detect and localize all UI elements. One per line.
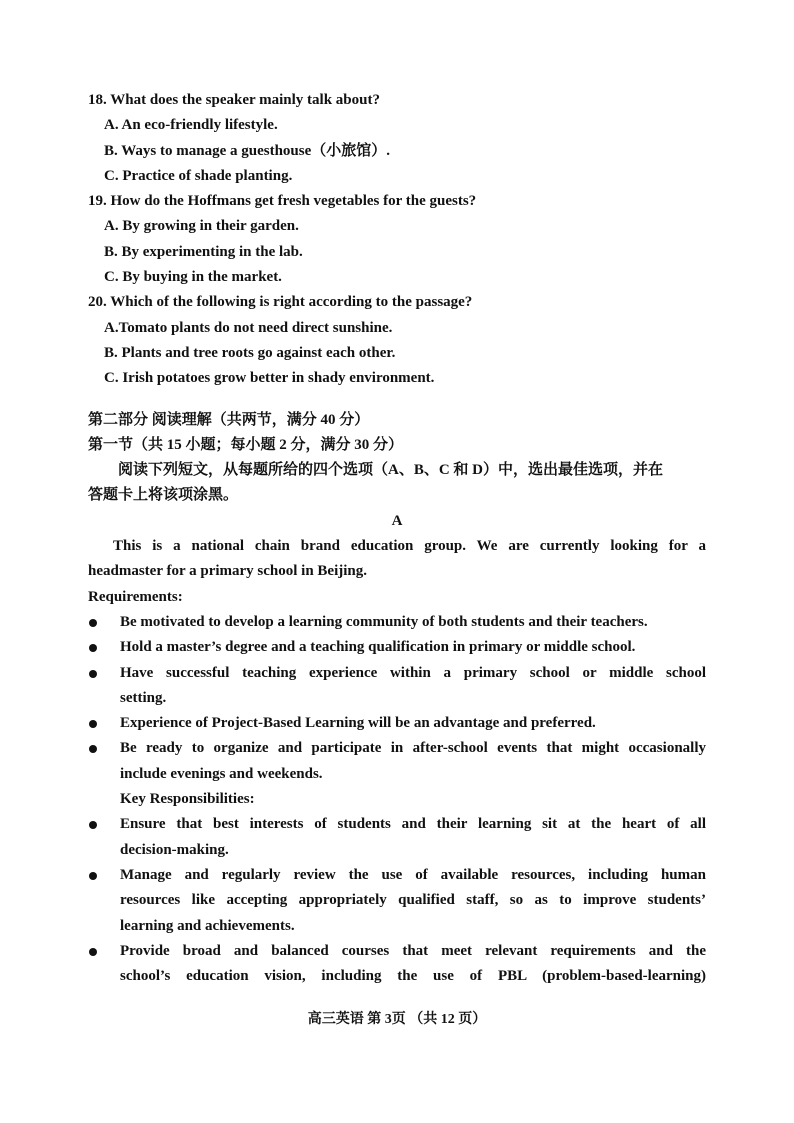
question-18-stem: 18. What does the speaker mainly talk about? (88, 92, 380, 108)
requirements-heading: Requirements: (88, 588, 183, 605)
responsibilities-list (88, 812, 706, 989)
bullet-icon (89, 720, 97, 728)
responsibilities-heading: Key Responsibilities: (120, 791, 255, 808)
list-item-line: learning and achievements. (120, 917, 295, 934)
bullet-icon (89, 745, 97, 753)
list-item-line: include evenings and weekends. (120, 765, 323, 782)
question-18-option-b: B. Ways to manage a guesthouse（小旅馆）. (104, 142, 390, 159)
list-item-line: school’s education vision, including the use of PBL (problem-based-learning) (120, 968, 706, 985)
bullet-icon (89, 670, 97, 678)
passage-intro-line-1: This is a national chain brand education group. We are currently looking for a (113, 538, 706, 555)
list-item-line: Ensure that best interests of students and their learning sit at the heart of all (120, 816, 706, 833)
list-item (88, 863, 706, 939)
requirements-list (88, 610, 706, 787)
question-19-option-a: A. By growing in their garden. (104, 218, 299, 235)
bullet-icon (89, 644, 97, 652)
page-footer: 高三英语 第 3页 （共 12 页） (307, 1012, 487, 1027)
passage-label: A (391, 512, 403, 529)
list-item (88, 711, 706, 736)
list-item (88, 939, 706, 990)
question-20-stem: 20. Which of the following is right according to the passage? (88, 294, 473, 311)
list-item (88, 736, 706, 787)
question-18-option-a: A. An eco-friendly lifestyle. (104, 117, 278, 134)
exam-page (88, 88, 706, 989)
list-item-line: decision-making. (120, 841, 229, 858)
bullet-icon (89, 619, 97, 627)
question-18-option-c: C. Practice of shade planting. (104, 167, 293, 184)
instruction-line-1: 阅读下列短文，从每题所给的四个选项（A、B、C 和 D）中，选出最佳选项，并在 (118, 462, 664, 479)
instruction-line-2: 答题卡上将该项涂黑。 (88, 487, 239, 504)
list-item-line: Provide broad and balanced courses that meet relevant requirements and the (120, 942, 706, 959)
list-item-line: setting. (120, 689, 167, 706)
question-20-option-a: A.Tomato plants do not need direct sunshine. (104, 319, 393, 336)
section1-heading: 第一节（共 15 小题；每小题 2 分，满分 30 分） (88, 436, 404, 453)
passage-intro-line-2: headmaster for a primary school in Beijing. (88, 563, 368, 580)
list-item-line: Be ready to organize and participate in after-school events that might occasionally (120, 740, 706, 757)
list-item-line: resources like accepting appropriately qualified staff, so as to improve students’ (120, 892, 706, 909)
list-item-line: Be motivated to develop a learning community of both students and their teachers. (120, 613, 648, 630)
bullet-icon (89, 872, 97, 880)
list-item-line: Manage and regularly review the use of available resources, including human (120, 866, 706, 883)
question-19-stem: 19. How do the Hoffmans get fresh vegetables for the guests? (88, 193, 477, 210)
list-item (88, 812, 706, 863)
bullet-icon (89, 948, 97, 956)
list-item (88, 661, 706, 712)
list-item (88, 635, 706, 660)
part2-heading: 第二部分 阅读理解（共两节，满分 40 分） (88, 411, 370, 428)
question-20-option-b: B. Plants and tree roots go against each other. (104, 344, 396, 361)
list-item-line: Hold a master’s degree and a teaching qualification in primary or middle school. (120, 639, 636, 656)
list-item (88, 610, 706, 635)
question-20-option-c: C. Irish potatoes grow better in shady environment. (104, 370, 435, 387)
question-19-option-c: C. By buying in the market. (104, 269, 282, 286)
bullet-icon (89, 821, 97, 829)
question-19-option-b: B. By experimenting in the lab. (104, 243, 303, 260)
list-item-line: Have successful teaching experience within a primary school or middle school (120, 664, 706, 681)
list-item-line: Experience of Project-Based Learning will be an advantage and preferred. (120, 715, 596, 732)
